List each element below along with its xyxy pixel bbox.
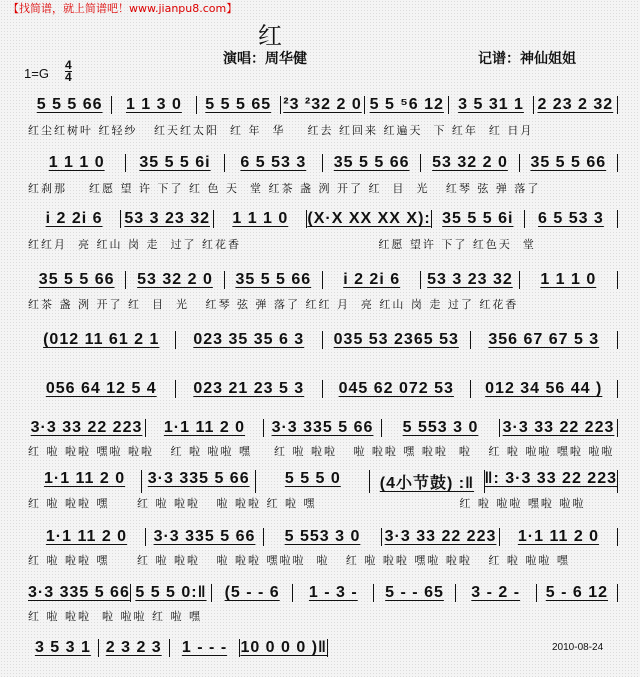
measure: (X·X XX XX X): (307, 210, 431, 227)
measure: 045 62 072 53 (323, 380, 471, 398)
notation-line (28, 639, 328, 657)
measure: 5 5 5 0 (256, 470, 370, 493)
measure: 35 5 5 66 (323, 154, 421, 172)
measure: 53 3 23 32 (121, 210, 214, 228)
measure: 056 64 12 5 4 (28, 380, 176, 398)
lyrics-line: 红茶 盏 洌 开了 红 目 光 红琴 弦 弹 落了 红红 月 亮 红山 岗 走 过了 红花香 (28, 298, 519, 311)
measure: 5 - 6 12 (537, 584, 618, 602)
measure: 35 5 5 6i (126, 154, 224, 172)
measure: i 2 2i 6 (28, 210, 121, 228)
measure: 53 32 2 0 (421, 154, 519, 172)
measure: 035 53 2365 53 (323, 331, 471, 349)
measure: 1 1 1 0 (520, 271, 618, 289)
measure: 012 34 56 44 ) (471, 380, 619, 398)
notation-line (28, 331, 618, 349)
measure: 35 5 5 6i (432, 210, 525, 228)
measure: 3 - 2 - (456, 584, 537, 602)
notation-line (28, 584, 618, 602)
measure: 5 5 5 66 (28, 96, 112, 114)
measure: 2 23 2 32 (534, 96, 618, 114)
notation-line (28, 96, 618, 114)
notation-line (28, 154, 618, 172)
measure: 023 35 35 6 3 (176, 331, 324, 349)
time-signature (65, 60, 72, 83)
measure: 53 3 23 32 (421, 271, 519, 289)
notation-line (28, 271, 618, 289)
measure: (4小节鼓) :‖ (370, 470, 484, 493)
measure: 356 67 67 5 3 (471, 331, 619, 349)
measure: 3·3 335 5 66 (142, 470, 256, 493)
lyrics-line: 红红月 亮 红山 岗 走 过了 红花香 红愿 望许 下了 红色天 堂 (28, 238, 536, 251)
measure: 5 553 3 0 (264, 528, 382, 546)
notation-line (28, 210, 618, 228)
measure: 1·1 11 2 0 (500, 528, 618, 546)
measure: 5 5 ⁵6 12 (365, 96, 449, 114)
time-signature-top: 4 (65, 58, 72, 72)
song-title: 红 (258, 23, 282, 50)
lyrics-line: 红 啦 啦啦 啦 啦啦 红 啦 嘿 (28, 610, 202, 623)
measure: 35 5 5 66 (225, 271, 323, 289)
measure: 35 5 5 66 (28, 271, 126, 289)
lyrics-line: 红 啦 啦啦 嘿 红 啦 啦啦 啦 啦啦 嘿啦啦 啦 红 啦 啦啦 嘿啦 啦啦 红 啦 啦啦 嘿 (28, 554, 570, 567)
notation-line (28, 528, 618, 546)
measure: 53 32 2 0 (126, 271, 224, 289)
lyrics-line: 红 啦 啦啦 嘿啦 啦啦 红 啦 啦啦 嘿 红 啦 啦啦 啦 啦啦 嘿 啦啦 啦 红 啦 啦啦 嘿啦 啦啦 (28, 445, 615, 458)
measure: 3·3 33 22 223 (500, 419, 618, 437)
measure: (5 - - 6 (212, 584, 293, 602)
key-signature: 1=G (24, 66, 49, 81)
notation-line (28, 470, 618, 493)
measure: 3·3 33 22 223 (382, 528, 500, 546)
measure: 5 5 5 0:‖ (131, 584, 212, 602)
measure: 1 - 3 - (293, 584, 374, 602)
measure: 5 553 3 0 (382, 419, 500, 437)
measure: 10 0 0 0 )‖ (240, 639, 327, 656)
measure: ²3 ²32 2 0 (281, 96, 365, 114)
measure: 3 5 31 1 (449, 96, 533, 114)
lyrics-line: 红 啦 啦啦 嘿 红 啦 啦啦 啦 啦啦 红 啦 嘿 红 啦 啦啦 嘿啦 啦啦 (28, 497, 586, 510)
notation-line (28, 419, 618, 437)
singer-credit: 演唱：周华健 (223, 50, 307, 66)
measure: 5 5 5 65 (197, 96, 281, 114)
notation-line (28, 380, 618, 398)
measure: 023 21 23 5 3 (176, 380, 324, 398)
time-signature-bottom: 4 (65, 70, 72, 84)
measure: 3·3 33 22 223 (28, 419, 146, 437)
measure: 3·3 335 5 66 (264, 419, 382, 437)
measure: 3 5 3 1 (28, 639, 99, 657)
measure: 6 5 53 3 (225, 154, 323, 172)
measure: 1 1 1 0 (28, 154, 126, 172)
measure: (012 11 61 2 1 (28, 331, 176, 349)
site-banner[interactable]: 【找简谱，就上简谱吧！www.jianpu8.com】 (8, 2, 238, 15)
transcription-date: 2010-08-24 (552, 642, 604, 653)
measure: 1·1 11 2 0 (28, 470, 142, 493)
measure: ‖: 3·3 33 22 223 (485, 470, 618, 493)
measure: 6 5 53 3 (525, 210, 618, 228)
lyrics-line: 红刹那 红愿 望 许 下了 红 色 天 堂 红茶 盏 洌 开了 红 目 光 红琴 弦 弹 落了 (28, 182, 541, 195)
lyrics-line: 红尘红树叶 红轻纱 红天红太阳 红 年 华 红去 红回来 红遍天 下 红年 红 日月 (28, 124, 534, 137)
measure: 3·3 335 5 66 (28, 584, 130, 601)
measure: 5 - - 65 (374, 584, 455, 602)
measure: 1 1 1 0 (214, 210, 307, 228)
measure: 3·3 335 5 66 (146, 528, 264, 546)
measure: 1·1 11 2 0 (28, 528, 146, 546)
measure: 2 3 2 3 (99, 639, 170, 657)
measure: i 2 2i 6 (323, 271, 421, 289)
measure: 1·1 11 2 0 (146, 419, 264, 437)
measure: 1 - - - (170, 639, 241, 657)
measure: 1 1 3 0 (112, 96, 196, 114)
measure: 35 5 5 66 (520, 154, 618, 172)
transcriber-credit: 记谱：神仙姐姐 (478, 50, 576, 66)
